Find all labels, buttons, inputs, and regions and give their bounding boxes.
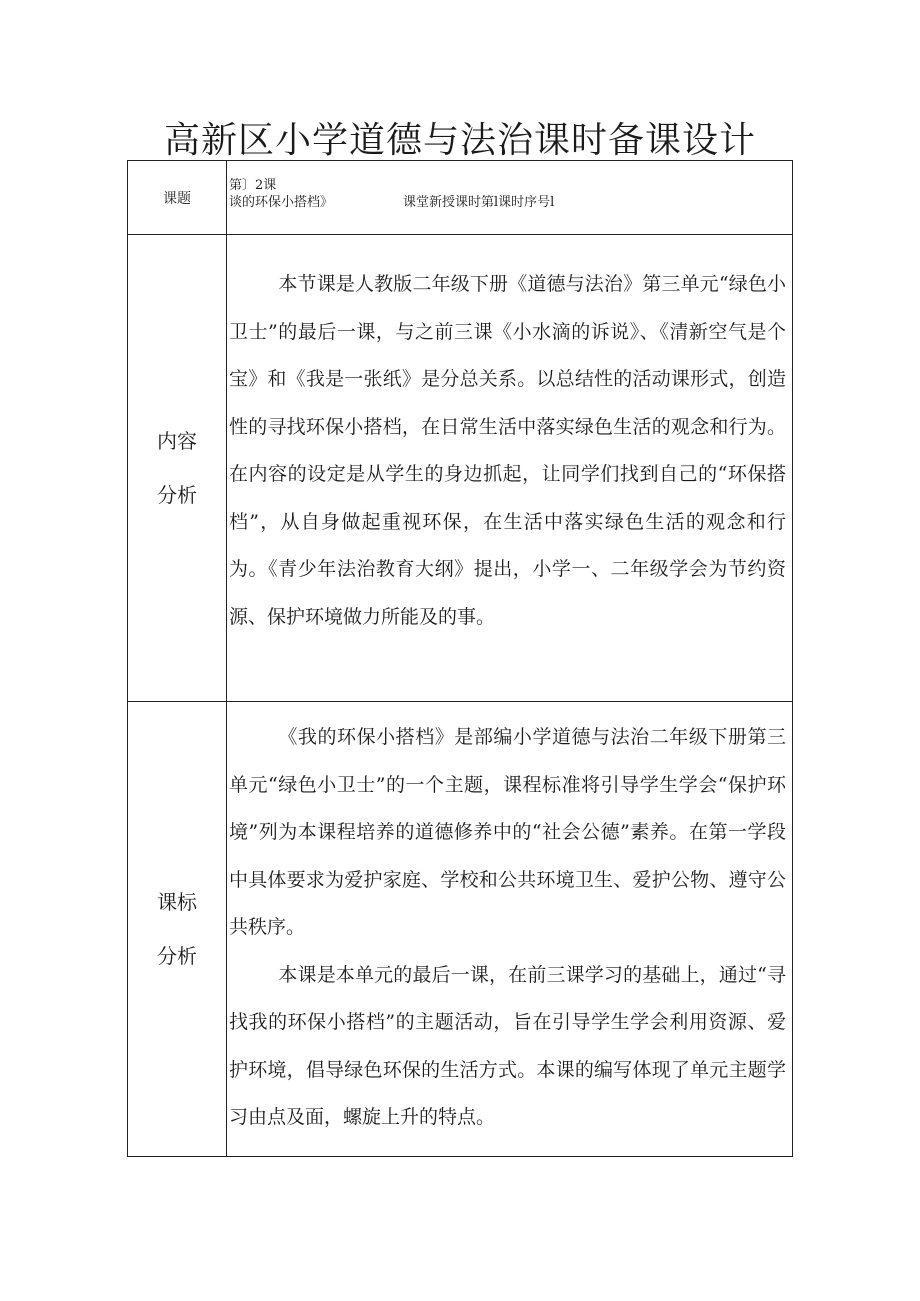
standard-label-line-2: 分析 [157,944,197,968]
topic-cell [227,161,793,235]
standard-analysis-label [128,702,227,1157]
lesson-type-info: 课堂新授课时第l课时序号l [403,195,555,210]
topic-label: 课题 [128,161,227,235]
topic-line-1: 第〕2课 [229,178,277,193]
standard-analysis-text [227,702,793,1157]
content-label-line-2: 分析 [157,483,197,507]
table-row [128,161,793,235]
standard-paragraph-1: 《我的环保小搭档》是部编小学道德与法治二年级下册第三单元“绿色小卫士”的一个主题，课程标准将引导学生学会“保护环境”列为本课程培养的道德修养中的“社会公德”素养。在第一学段中具体要求为爱护家庭、学校和公共环境卫生、爱护公物、遵守公共秩序。 [229,726,786,938]
table-row [128,235,793,702]
content-paragraph: 本节课是人教版二年级下册《道德与法治》第三单元“绿色小卫士”的最后一课，与之前三课《小水滴的诉说》、《清新空气是个宝》和《我是一张纸》是分总关系。以总结性的活动课形式，创造性的寻找环保小搭档，在日常生活中落实绿色生活的观念和行为。在内容的设定是从学生的身边抓起，让同学们找到自己的“环保搭档”，从自身做起重视环保，在生活中落实绿色生活的观念和行为。《青少年法治教育大纲》提出，小学一、二年级学会为节约资源、保护环境做力所能及的事。 [229,273,786,628]
content-analysis-label [128,235,227,702]
standard-paragraph-2: 本课是本单元的最后一课，在前三课学习的基础上，通过“寻找我的环保小搭档”的主题活动，旨在引导学生学会利用资源、爱护环境，倡导绿色环保的生活方式。本课的编写体现了单元主题学习由点及面，螺旋上升的特点。 [229,963,786,1128]
content-label-line-1: 内容 [157,429,197,453]
page-title: 高新区小学道德与法治课时备课设计 [163,120,756,161]
topic-title: 谈的环保小搭档》 [229,195,334,210]
table-row [128,702,793,1157]
standard-label-line-1: 课标 [157,890,197,914]
content-analysis-text [227,235,793,702]
lesson-plan-table [127,160,793,1157]
topic-line-2 [229,194,792,211]
